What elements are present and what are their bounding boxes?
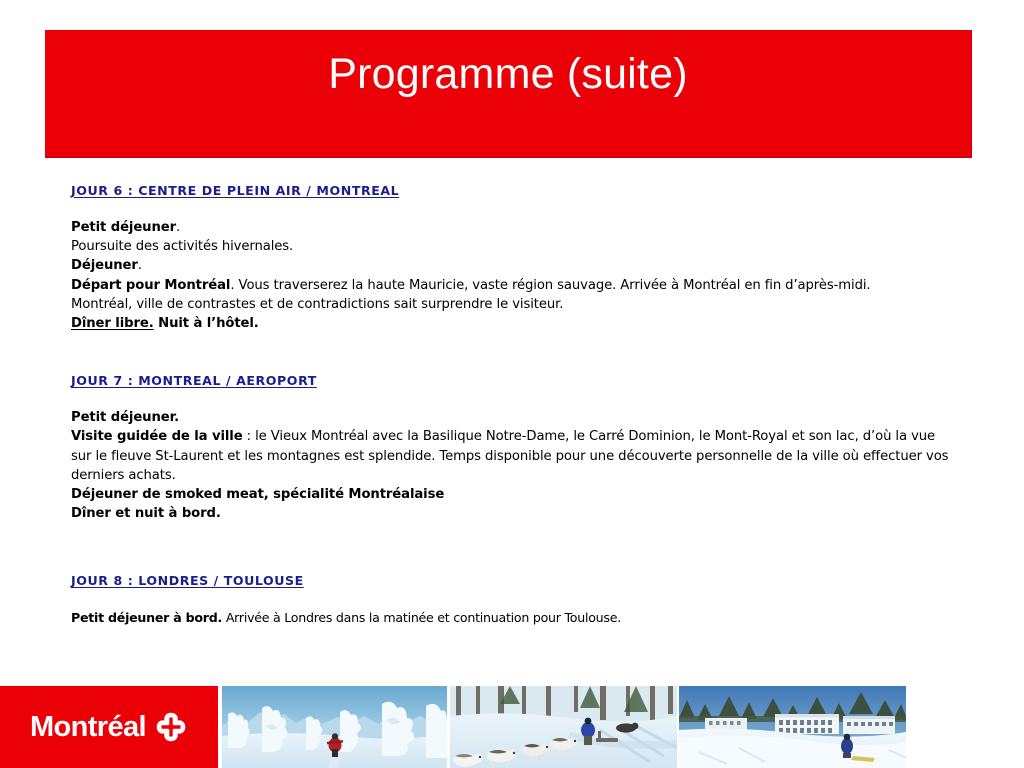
line-bold: Déjeuner (71, 258, 138, 274)
text-line (71, 276, 951, 295)
line-bold: Petit déjeuner à bord. (71, 610, 223, 626)
footer-photo-skier (222, 686, 447, 768)
line-bold: Visite guidée de la ville (71, 429, 243, 445)
section-heading-jour-8: JOUR 8 : LONDRES / TOULOUSE (71, 573, 304, 589)
line-rest: : le Vieux Montréal avec la Basilique Notre-Dame, le Carré Dominion, le Mont-Royal et son lac, d’où la vue sur le fleuve St-Laurent et les montagnes est splendide. Temps disponible pour une découverte personnelle de la ville où effectuer vos derniers achats. (71, 429, 949, 483)
section-jour-7 (71, 370, 951, 523)
footer-photo-resort (679, 686, 906, 768)
section-heading-jour-7: JOUR 7 : MONTREAL / AEROPORT (71, 373, 317, 389)
page-title: Programme (suite) (328, 50, 688, 98)
spacer (71, 523, 951, 570)
montreal-rosette-icon (154, 710, 188, 744)
line-bold: Nuit à l’hôtel. (153, 316, 259, 332)
section-jour-6 (71, 180, 951, 333)
line-bold: Petit déjeuner (71, 220, 177, 235)
line-rest: . (137, 258, 142, 274)
line-bold: Déjeuner de smoked meat, spécialité Montréalaise (71, 487, 445, 503)
section-heading-jour-6: JOUR 6 : CENTRE DE PLEIN AIR / MONTREAL (71, 183, 400, 198)
montreal-logo (0, 686, 218, 768)
text-line (71, 295, 951, 314)
line-rest: Arrivée à Londres dans la matinée et continuation pour Toulouse. (222, 610, 621, 626)
line-bold: Dîner et nuit à bord. (71, 506, 221, 522)
text-line (71, 608, 951, 627)
line-bold: Départ pour Montréal (71, 277, 231, 293)
text-line (71, 237, 951, 256)
line-rest: Poursuite des activités hivernales. (71, 239, 294, 255)
text-line (71, 408, 951, 427)
text-line (71, 427, 951, 485)
footer-image-strip (0, 686, 906, 768)
text-line (71, 485, 951, 504)
text-line (71, 314, 951, 333)
line-rest: Montréal, ville de contrastes et de contradictions sait surprendre le visiteur. (71, 296, 564, 312)
spacer (71, 589, 951, 608)
text-line (71, 256, 951, 275)
line-underlined-bold: Dîner libre. (71, 316, 154, 332)
title-banner (45, 30, 972, 158)
line-bold: Petit déjeuner. (71, 410, 180, 426)
section-jour-8 (71, 570, 951, 627)
slide-body (71, 180, 951, 628)
text-line (71, 218, 951, 237)
text-line (71, 504, 951, 523)
line-rest: . Vous traverserez la haute Mauricie, vaste région sauvage. Arrivée à Montréal en fin d’après-midi. (230, 277, 871, 293)
spacer (71, 333, 951, 370)
spacer (71, 389, 951, 408)
footer-photo-dogsledding (450, 686, 677, 768)
spacer (71, 199, 951, 218)
montreal-logo-wordmark: Montréal (29, 710, 147, 743)
line-rest: . (176, 220, 181, 235)
